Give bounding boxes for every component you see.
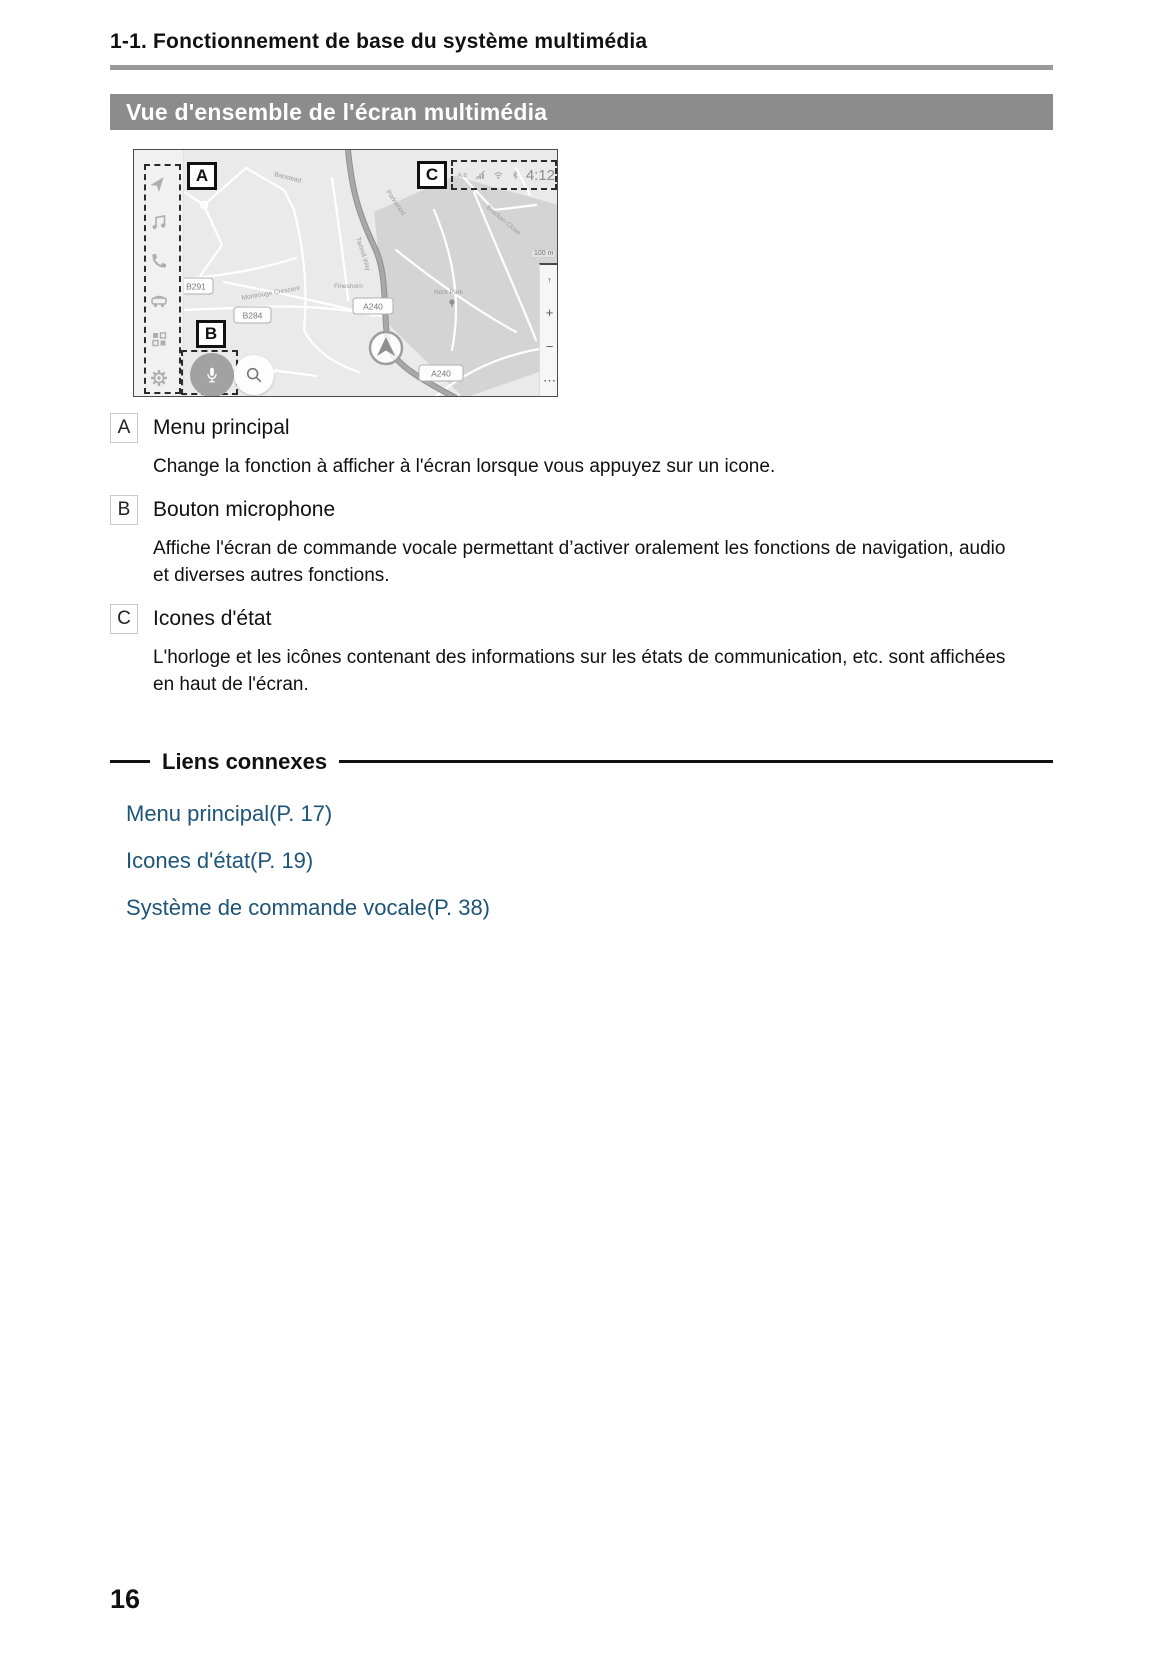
legend-title-c: Icones d'état [153,606,272,630]
search-icon [245,366,263,384]
section-title: Vue d'ensemble de l'écran multimédia [126,98,548,125]
legend-item-c [110,604,1053,634]
svg-text:B284: B284 [242,310,263,321]
page-number: 16 [110,1584,141,1614]
legend-title-b: Bouton microphone [153,497,336,521]
legend-body-b: Affiche l'écran de commande vocale permettant d’activer oralement les fonctions de navigation, audio et diverses autres fonctions. [153,537,1006,587]
legend-list [110,413,1053,699]
link-icones-etat[interactable]: Icones d'état(P. 19) [126,847,314,873]
more-options-button[interactable]: ⋯ [543,373,556,389]
callout-a: A [187,162,217,190]
related-rule-right [339,760,1053,763]
svg-text:Nork Park: Nork Park [434,289,463,296]
section-banner [110,94,1053,130]
key-box-a: A [110,413,138,443]
chapter-header: 1-1. Fonctionnement de base du système multimédia [110,30,648,53]
svg-text:Parkwood: Parkwood [384,189,407,217]
header-rule [110,65,1053,70]
status-bar [457,163,555,187]
link-menu-principal[interactable]: Menu principal(P. 17) [126,800,333,826]
bluetooth-icon [511,167,519,183]
callout-c: C [417,161,447,189]
callout-b: B [196,320,226,348]
zoom-out-button[interactable]: − [545,339,554,355]
svg-text:Montrouge Crescent: Montrouge Crescent [241,284,301,302]
legend-body-a: Change la fonction à afficher à l'écran lorsque vous appuyez sur un icone. [153,456,776,477]
link-commande-vocale[interactable]: Système de commande vocale(P. 38) [126,894,490,920]
legend-title-a: Menu principal [153,416,290,439]
svg-text:A240: A240 [363,301,383,312]
related-rule-left [110,760,150,763]
zoom-in-button[interactable]: + [545,304,554,320]
key-box-c: C [110,604,138,634]
svg-text:Banstead: Banstead [273,171,302,185]
related-links-title: Liens connexes [162,748,328,774]
related-links-header [110,749,1053,775]
main-menu-highlight [144,164,181,394]
microphone-icon [203,366,221,384]
svg-text:A: A [457,172,462,180]
key-box-b: B [110,495,138,525]
svg-text:Tadmill Way: Tadmill Way [354,236,372,272]
svg-text:Fineshorn: Fineshorn [334,283,363,290]
no-signal-icon [475,167,486,183]
multimedia-screen-figure [133,149,558,397]
related-links-list [126,801,1053,921]
legend-item-a [110,413,1053,443]
map-controls-panel [539,263,558,397]
svg-text:Bracken Close: Bracken Close [484,204,522,237]
svg-text:A240: A240 [431,368,451,379]
legend-item-b [110,495,1053,525]
voice-language-icon [457,167,468,183]
svg-text:B291: B291 [186,281,206,292]
search-button[interactable] [234,355,274,395]
map-scale: 100 m [531,249,556,258]
legend-body-c: L'horloge et les icônes contenant des informations sur les états de communication, etc. sont affichées en haut de l'écran. [153,646,1006,696]
microphone-button[interactable] [190,353,234,397]
wifi-icon [493,167,504,183]
clock: 4:12 [525,166,556,184]
compass-icon[interactable]: ↑ [547,274,552,285]
current-location-marker[interactable] [370,332,402,364]
